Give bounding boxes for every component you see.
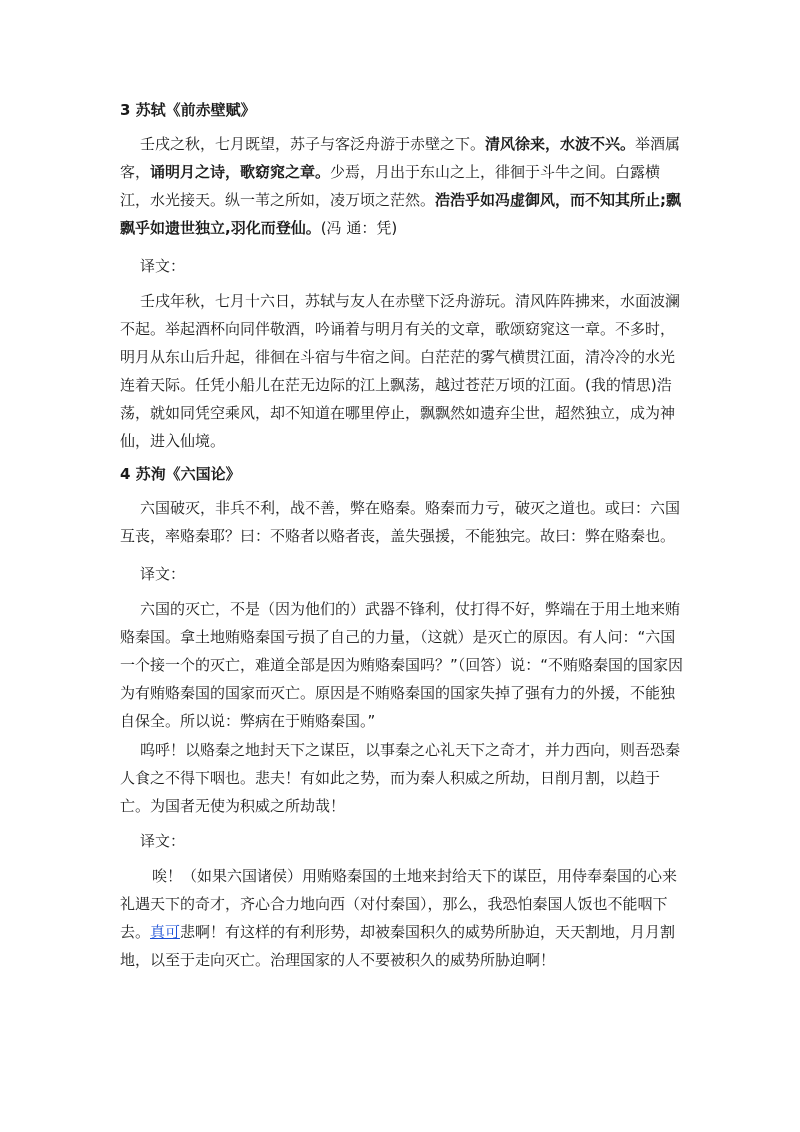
- text-run: 悲啊！有这样的有利形势，却被秦国积久的威势所胁迫，天天割地，月月割地，以至于走向灭亡。治理国家的人不要被积久的威势所胁迫啊！: [120, 923, 676, 969]
- bold-text-run: 浩浩乎如冯虚御风，而不知其所止;飘飘乎如遗世独立,羽化而登仙。: [120, 191, 682, 237]
- section-3-original-text: [120, 130, 685, 242]
- section-4-translation-text-1: 六国的灭亡，不是（因为他们的）武器不锋利，仗打得不好，弊端在于用土地来贿赂秦国。拿土地贿赂秦国亏损了自己的力量，（这就）是灭亡的原因。有人问：“六国一个接一个的灭亡，难道全部是因为贿赂秦国吗？”（回答）说：“不贿赂秦国的国家因为有贿赂秦国的国家而灭亡。原因是不贿赂秦国的国家失掉了强有力的外援，不能独自保全。所以说：弊病在于贿赂秦国。”: [120, 600, 684, 730]
- section-4-translation-label-2: 译文：: [140, 832, 186, 850]
- section-4-original-text-1: 六国破灭，非兵不利，战不善，弊在赂秦。赂秦而力亏，破灭之道也。或曰：六国互丧，率赂秦耶？曰：不赂者以赂者丧，盖失强援，不能独完。故曰：弊在赂秦也。: [120, 499, 681, 545]
- text-run: 少焉，月出于东山之上，徘徊于斗牛之间。白露横江，水光接天。纵一苇之所如，凌万顷之茫然。: [120, 163, 661, 209]
- text-run: 壬戌之秋，七月既望，苏子与客泛舟游于赤壁之下。: [140, 135, 486, 153]
- translation-link[interactable]: 真可: [150, 923, 181, 941]
- section-4-translation-text-2: [120, 862, 685, 974]
- text-run: (冯 通：凭): [320, 219, 398, 237]
- text-run: 唉！（如果六国诸侯）用贿赂秦国的土地来封给天下的谋臣，用侍奉秦国的心来礼遇天下的奇才，齐心合力地向西（对付秦国），那么，我恐怕秦国人饭也不能咽下去。: [120, 867, 678, 941]
- section-3-translation-label: 译文：: [140, 257, 186, 275]
- section-4-heading: 4 苏洵《六国论》: [120, 465, 241, 483]
- bold-text-run: 清风徐来，水波不兴。: [485, 135, 636, 153]
- section-3-translation-text: 壬戌年秋，七月十六日，苏轼与友人在赤壁下泛舟游玩。清风阵阵拂来，水面波澜不起。举起酒杯向同伴敬酒，吟诵着与明月有关的文章，歌颂窈窕这一章。不多时，明月从东山后升起，徘徊在斗宿与牛宿之间。白茫茫的雾气横贯江面，清冷冷的水光连着天际。任凭小船儿在茫无边际的江上飘荡，越过苍茫万顷的江面。(我的情思)浩荡，就如同凭空乘风，却不知道在哪里停止，飘飘然如遗弃尘世，超然独立，成为神仙，进入仙境。: [120, 292, 681, 450]
- section-3-heading: 3 苏轼《前赤壁赋》: [120, 101, 256, 119]
- bold-text-run: 诵明月之诗，歌窈窕之章。: [150, 163, 331, 181]
- section-4-original-text-2: 呜呼！以赂秦之地封天下之谋臣，以事秦之心礼天下之奇才，并力西向，则吾恐秦人食之不得下咽也。悲夫！有如此之势，而为秦人积威之所劫，日削月割，以趋于亡。为国者无使为积威之所劫哉！: [120, 741, 681, 815]
- text-run: 举酒属客，: [120, 135, 681, 181]
- section-4-translation-label-1: 译文：: [140, 565, 186, 583]
